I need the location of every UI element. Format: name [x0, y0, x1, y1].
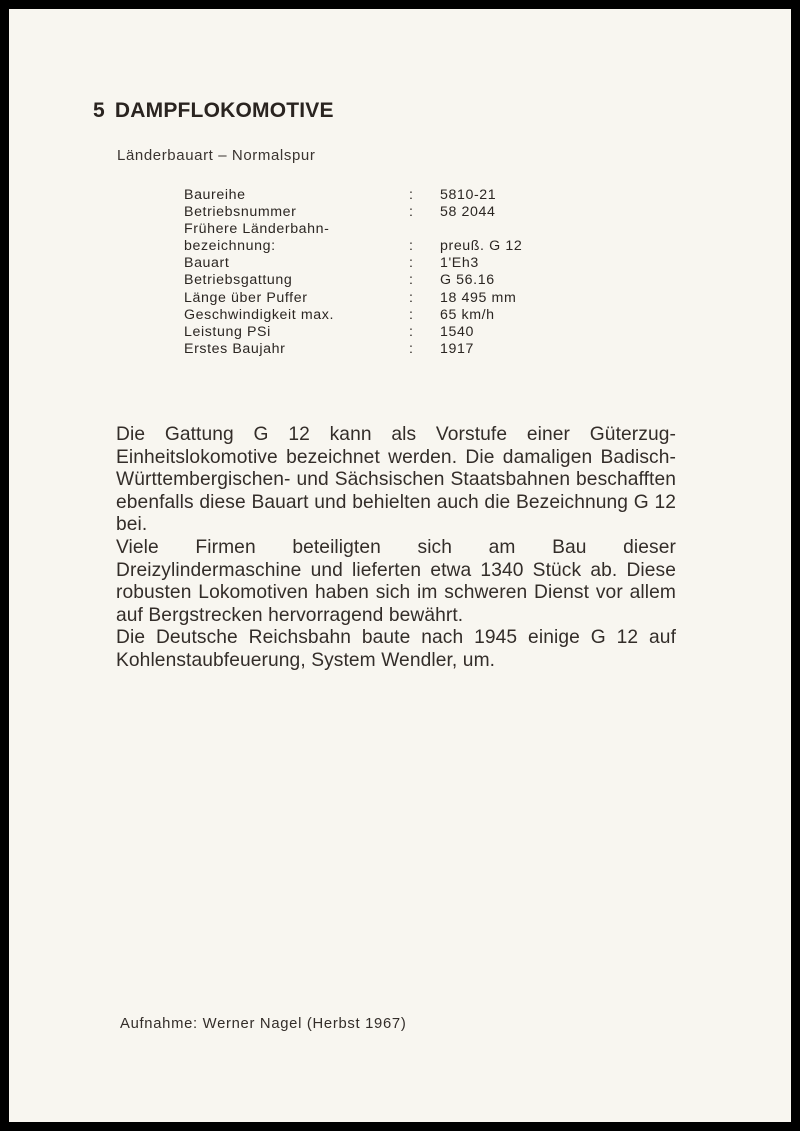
spec-value: 1'Eh3	[440, 255, 479, 272]
title-text: DAMPFLOKOMOTIVE	[114, 99, 334, 122]
description-paragraph: Viele Firmen beteiligten sich am Bau dieser Dreizylindermaschine und lieferten etwa 1340 Stück ab. Diese robusten Lokomotiven haben sich im schweren Dienst vor allem auf Bergstrecken hervorragend bewährt.	[116, 536, 676, 626]
spec-label: Leistung PSi	[184, 323, 271, 340]
spec-label: Baureihe	[184, 187, 246, 203]
page-title	[93, 99, 334, 123]
spec-row-bauart	[184, 255, 522, 272]
spec-label: Länge über Puffer	[184, 289, 308, 306]
spec-label: Frühere Länderbahn-	[184, 221, 330, 238]
spec-row-geschwindigkeit	[184, 307, 522, 324]
spec-colon: :	[409, 289, 414, 306]
spec-row-betriebsgattung	[184, 272, 522, 289]
spec-row-leistung	[184, 324, 522, 341]
spec-value: 1917	[440, 340, 474, 357]
card-number: 5	[93, 99, 105, 122]
spec-colon	[409, 221, 440, 238]
spec-label: Bauart	[184, 255, 230, 272]
spec-value: 65 km/h	[440, 306, 495, 323]
spec-row-bezeichnung	[184, 238, 522, 255]
spec-colon: :	[409, 272, 414, 289]
spec-label: Geschwindigkeit max.	[184, 306, 334, 323]
spec-label: Betriebsgattung	[184, 272, 293, 289]
spec-colon: :	[409, 238, 414, 255]
spec-value: G 56.16	[440, 272, 495, 289]
spec-row-betriebsnummer	[184, 204, 522, 221]
spec-value: 5810-21	[440, 187, 497, 203]
spec-row-baureihe	[184, 187, 522, 204]
spec-row-laenge	[184, 290, 522, 307]
spec-value: 1540	[440, 323, 474, 340]
postcard-back	[9, 9, 791, 1122]
spec-label: bezeichnung:	[184, 238, 276, 255]
spec-table	[184, 187, 522, 358]
spec-row-baujahr	[184, 341, 522, 358]
subtitle: Länderbauart – Normalspur	[117, 147, 316, 164]
spec-row-fruehere-laenderbahn	[184, 221, 522, 238]
spec-colon: :	[409, 323, 414, 340]
description-paragraph: Die Gattung G 12 kann als Vorstufe einer Güterzug-Einheitslokomotive bezeichnet werden. Die damaligen Badisch-Württembergischen- und Sächsischen Staatsbahnen beschafften ebenfalls diese Bauart und behielten auch die Bezeichnung G 12 bei.	[116, 424, 676, 536]
description-paragraph: Die Deutsche Reichsbahn baute nach 1945 einige G 12 auf Kohlenstaubfeuerung, System Wendler, um.	[116, 627, 676, 671]
spec-colon: :	[409, 340, 414, 357]
spec-label: Erstes Baujahr	[184, 340, 286, 357]
spec-value: 18 495 mm	[440, 289, 517, 306]
spec-colon: :	[409, 255, 414, 272]
photo-credit: Aufnahme: Werner Nagel (Herbst 1967)	[120, 1016, 407, 1032]
spec-label: Betriebsnummer	[184, 204, 297, 221]
spec-value: 58 2044	[440, 204, 496, 221]
spec-colon: :	[409, 204, 414, 221]
spec-value: preuß. G 12	[440, 238, 523, 255]
spec-colon: :	[409, 306, 414, 323]
spec-colon: :	[409, 187, 414, 203]
description	[116, 424, 676, 673]
